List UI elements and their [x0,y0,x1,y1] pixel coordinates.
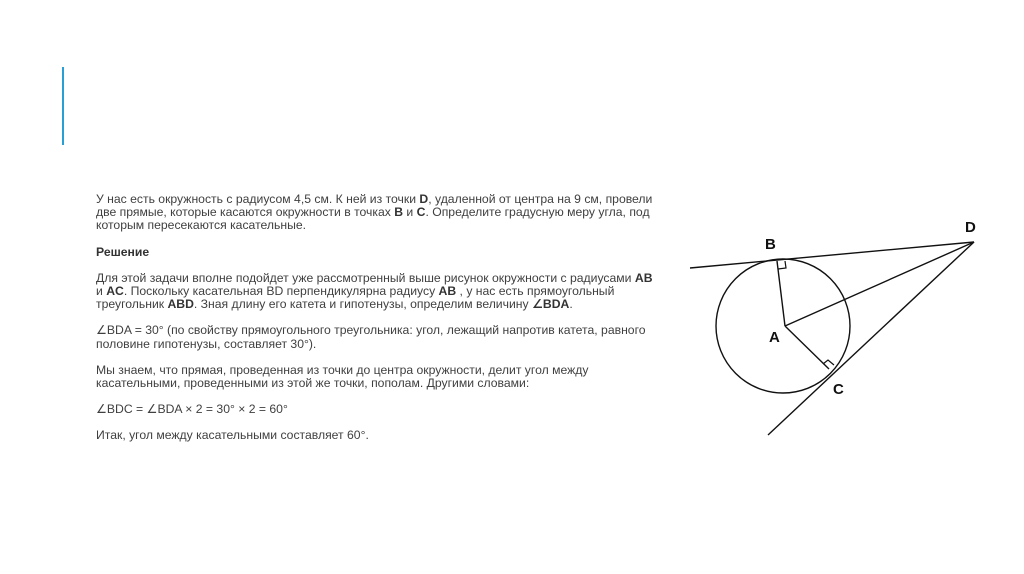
circle [716,259,850,393]
radius-ab [777,261,785,326]
tangent-line-bd [690,242,974,268]
right-angle-b [778,261,786,269]
tangent-line-cd [768,242,974,435]
geometry-figure [684,212,1004,442]
solution-conclusion: Итак, угол между касательными составляет 60°. [96,428,369,443]
accent-bar [62,67,64,145]
label-a: A [769,329,780,346]
label-b: B [765,236,776,253]
solution-formula: ∠BDC = ∠BDA × 2 = 30° × 2 = 60° [96,402,288,417]
solution-heading: Решение [96,244,150,259]
slide-text [96,193,661,456]
radius-ac [785,326,829,369]
segment-ad [785,242,974,326]
label-c: C [833,381,844,398]
solution-paragraph-2: ∠BDA = 30° (по свойству прямоугольного треугольника: угол, лежащий напротив катета, равного половине гипотенузы, составляет 30°). [96,323,646,351]
solution-paragraph-1: Для этой задачи вполне подойдет уже рассмотренный выше рисунок окружности с радиусами AB и AC. Поскольку касательная BD перпендикулярна радиусу AB , у нас есть прямоугольный треугольник ABD. Зная длину его катета и гипотенузы, определим величину ∠BDA. [96,270,653,312]
solution-paragraph-3: Мы знаем, что прямая, проведенная из точки до центра окружности, делит угол между касательными, проведенными из этой же точки, пополам. Другими словами: [96,362,589,391]
label-d: D [965,219,976,236]
problem-statement: У нас есть окружность с радиусом 4,5 см. К ней из точки D, удаленной от центра на 9 см, провели две прямые, которые касаются окружности в точках B и C. Определите градусную меру угла, под которым пересекаются касательные. [96,192,653,233]
